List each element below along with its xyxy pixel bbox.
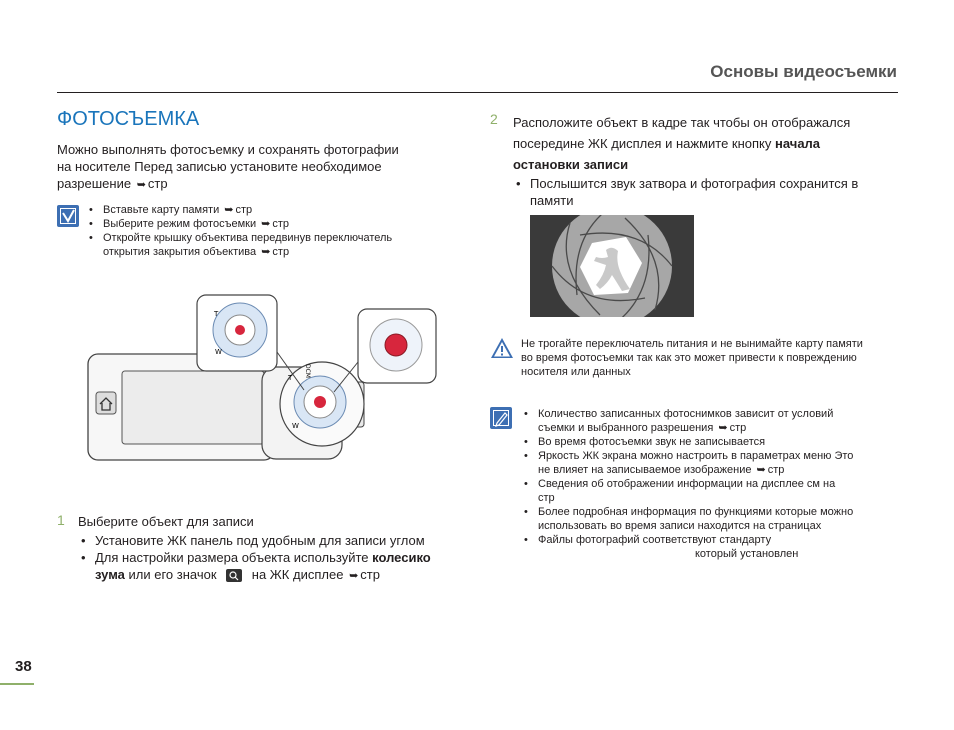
zoom-wheel-label: колесико xyxy=(372,550,431,565)
list-item xyxy=(86,231,436,259)
svg-text:T: T xyxy=(214,310,219,318)
intro-paragraph xyxy=(57,141,437,194)
list-item xyxy=(521,533,898,561)
intro-line-2: на носителе Перед записью установите необходимое xyxy=(57,159,382,174)
note-text-2: использовать во время записи находится на страницах xyxy=(538,520,822,532)
shutter-illustration xyxy=(530,215,694,317)
note-text: Количество записанных фотоснимков зависит от условий xyxy=(538,408,834,420)
caution-text xyxy=(521,337,898,379)
list-item xyxy=(78,549,463,585)
list-item xyxy=(521,477,898,505)
svg-text:DCM: DCM xyxy=(304,364,311,378)
zoom-magnifier-icon xyxy=(226,569,242,582)
note-ref: стр xyxy=(767,464,785,476)
note-pencil-icon xyxy=(490,407,512,429)
page-ref-arrow-icon: ➥ xyxy=(756,464,766,476)
step-2-line-2 xyxy=(513,133,898,154)
list-item xyxy=(521,505,898,533)
page-ref-arrow-icon: ➥ xyxy=(718,422,728,434)
list-item xyxy=(78,532,463,549)
prep-note-text: Выберите режим фотосъемки xyxy=(103,218,257,230)
pencil-icon xyxy=(490,407,512,429)
step-2-number: 2 xyxy=(490,111,498,127)
step-2-line-2-text: посередине ЖК дисплея и нажмите кнопку xyxy=(513,136,772,151)
caution-line-2: во время фотосъемки так как это может привести к повреждению xyxy=(521,352,857,364)
list-item xyxy=(521,407,898,435)
notes-list xyxy=(521,407,898,561)
note-text: Сведения об отображении информации на дисплее см на xyxy=(538,478,836,490)
list-item xyxy=(86,217,436,231)
header-divider xyxy=(57,92,898,93)
caution-line-3: носителя или данных xyxy=(521,366,631,378)
note-text-2: съемки и выбранного разрешения xyxy=(538,422,714,434)
list-item xyxy=(86,203,436,217)
list-item xyxy=(521,435,898,449)
note-text-2: который установлен xyxy=(695,548,799,560)
check-mark-icon xyxy=(57,205,79,227)
camcorder-illustration xyxy=(82,292,442,470)
record-button-label-2: остановки записи xyxy=(513,157,629,172)
page-title: ФОТОСЪЕМКА xyxy=(57,108,200,130)
list-item xyxy=(513,175,898,209)
step-2-text xyxy=(513,112,898,175)
page-ref-arrow-icon: ➥ xyxy=(349,570,359,582)
record-button-label: начала xyxy=(775,136,821,151)
svg-text:W: W xyxy=(215,348,222,356)
intro-line-3-text: разрешение xyxy=(57,176,132,191)
step-1-bullet-text: Установите ЖК панель под удобным для записи углом xyxy=(95,533,425,548)
svg-text:W: W xyxy=(292,422,299,430)
page-ref-arrow-icon: ➥ xyxy=(136,179,146,191)
page-ref-arrow-icon: ➥ xyxy=(261,246,271,258)
prep-note-ref: стр xyxy=(272,218,290,230)
intro-line-3 xyxy=(57,175,437,194)
zoom-label: зума xyxy=(95,567,125,582)
step-2-bullet-text: Послышится звук затвора и фотография сохранится в xyxy=(530,176,859,191)
step-1-number: 1 xyxy=(57,512,65,528)
section-title: Основы видеосъемки xyxy=(710,62,897,81)
step-1-bullet-text: Для настройки размера объекта используйте xyxy=(95,550,369,565)
step-2-line-1: Расположите объект в кадре так чтобы он отображался xyxy=(513,115,851,130)
prep-note-text: открытия закрытия объектива xyxy=(103,246,257,258)
prep-notes-list xyxy=(86,203,436,259)
note-text: Более подробная информация по функциями которые можно xyxy=(538,506,854,518)
step-1-tail-text: или его значок xyxy=(128,567,217,582)
prep-note-ref: стр xyxy=(235,204,253,216)
svg-text:T: T xyxy=(288,374,293,382)
intro-page-ref: стр xyxy=(147,176,168,191)
step-1-ref: стр xyxy=(360,567,380,582)
prep-note-ref: стр xyxy=(272,246,290,258)
caution-line-1: Не трогайте переключатель питания и не вынимайте карту памяти xyxy=(521,338,863,350)
step-1-tail-text-2: на ЖК дисплее xyxy=(251,567,344,582)
note-text: Яркость ЖК экрана можно настроить в параметрах меню Это xyxy=(538,450,854,462)
page-ref-arrow-icon: ➥ xyxy=(261,218,271,230)
footer-divider xyxy=(0,683,34,685)
list-item xyxy=(521,449,898,477)
note-text: Файлы фотографий соответствуют стандарту xyxy=(538,534,772,546)
step-2-bullet-text-2: памяти xyxy=(530,193,574,208)
step-1-text: Выберите объект для записи xyxy=(78,514,254,529)
home-button-drawing xyxy=(96,392,116,414)
note-text-2: не влияет на записываемое изображение xyxy=(538,464,752,476)
note-text-2: стр xyxy=(538,492,555,504)
step-2-bullets xyxy=(513,175,898,209)
caution-warning-icon xyxy=(490,337,514,359)
page-number: 38 xyxy=(15,658,32,675)
step-1-bullets xyxy=(78,532,463,585)
note-text: Во время фотосъемки звук не записывается xyxy=(538,436,766,448)
intro-line-1: Можно выполнять фотосъемку и сохранять фотографии xyxy=(57,142,399,157)
prep-note-text: Вставьте карту памяти xyxy=(103,204,220,216)
page-ref-arrow-icon: ➥ xyxy=(224,204,234,216)
prep-note-text: Откройте крышку объектива передвинув переключатель xyxy=(103,232,393,244)
note-ref: стр xyxy=(729,422,747,434)
note-check-icon xyxy=(57,205,79,227)
